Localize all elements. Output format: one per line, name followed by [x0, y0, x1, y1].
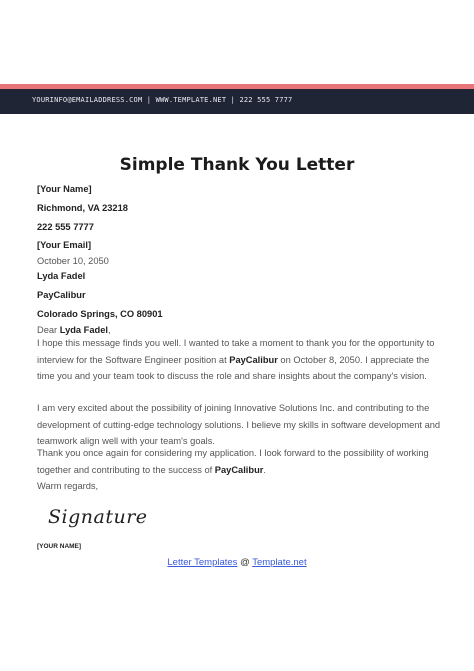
paragraph-3-text-a: Thank you once again for considering my application. I look forward to the possibility of working together and contributing to the success of: [37, 448, 429, 475]
paragraph-2: I am very excited about the possibility of joining Innovative Solutions Inc. and contributing to the development of cutting-edge technology solutions. I believe my skills in software development and teamwork align well with your team's goals.: [37, 403, 441, 446]
sender-email: [Your Email]: [37, 240, 92, 250]
paragraph-1-text-a: I hope this message finds you well. I wanted to take a moment to thank you for the opportunity to interview for the Software Engineer position at: [37, 338, 435, 365]
paragraph-1-text-b: on October 8, 2050. I appreciate the time you and your team took to discuss the role and share insights about the company's vision.: [37, 354, 430, 381]
letter-date: October 10, 2050: [37, 256, 109, 266]
recipient-company: PayCalibur: [37, 290, 86, 300]
paragraph-3: [37, 445, 442, 478]
sender-name: [Your Name]: [37, 184, 92, 194]
signature: Signature: [48, 506, 148, 528]
template-net-link[interactable]: Template.net: [252, 557, 307, 568]
salutation-prefix: Dear: [37, 325, 60, 335]
paragraph-3-company: PayCalibur: [214, 464, 264, 475]
footer-separator: @: [237, 557, 253, 568]
page-title: Simple Thank You Letter: [119, 155, 355, 175]
paragraph-1-company: PayCalibur: [229, 354, 278, 365]
recipient-name: Lyda Fadel: [37, 271, 86, 281]
sender-address: Richmond, VA 23218: [37, 203, 128, 213]
footer: [0, 557, 474, 568]
paragraph-1: [37, 335, 442, 385]
salutation-name: Lyda Fadel: [59, 325, 108, 335]
paragraph-3-text-b: .: [263, 464, 266, 475]
letter-templates-link[interactable]: Letter Templates: [167, 557, 238, 568]
closing: Warm regards,: [37, 481, 99, 491]
header-contact-line: YOURINFO@EMAILADDRESS.COM | WWW.TEMPLATE.NET | 222 555 7777: [32, 96, 293, 104]
salutation-suffix: ,: [107, 325, 111, 335]
sender-phone: 222 555 7777: [37, 222, 94, 232]
signature-name: [YOUR NAME]: [37, 543, 82, 550]
recipient-address: Colorado Springs, CO 80901: [37, 309, 163, 319]
